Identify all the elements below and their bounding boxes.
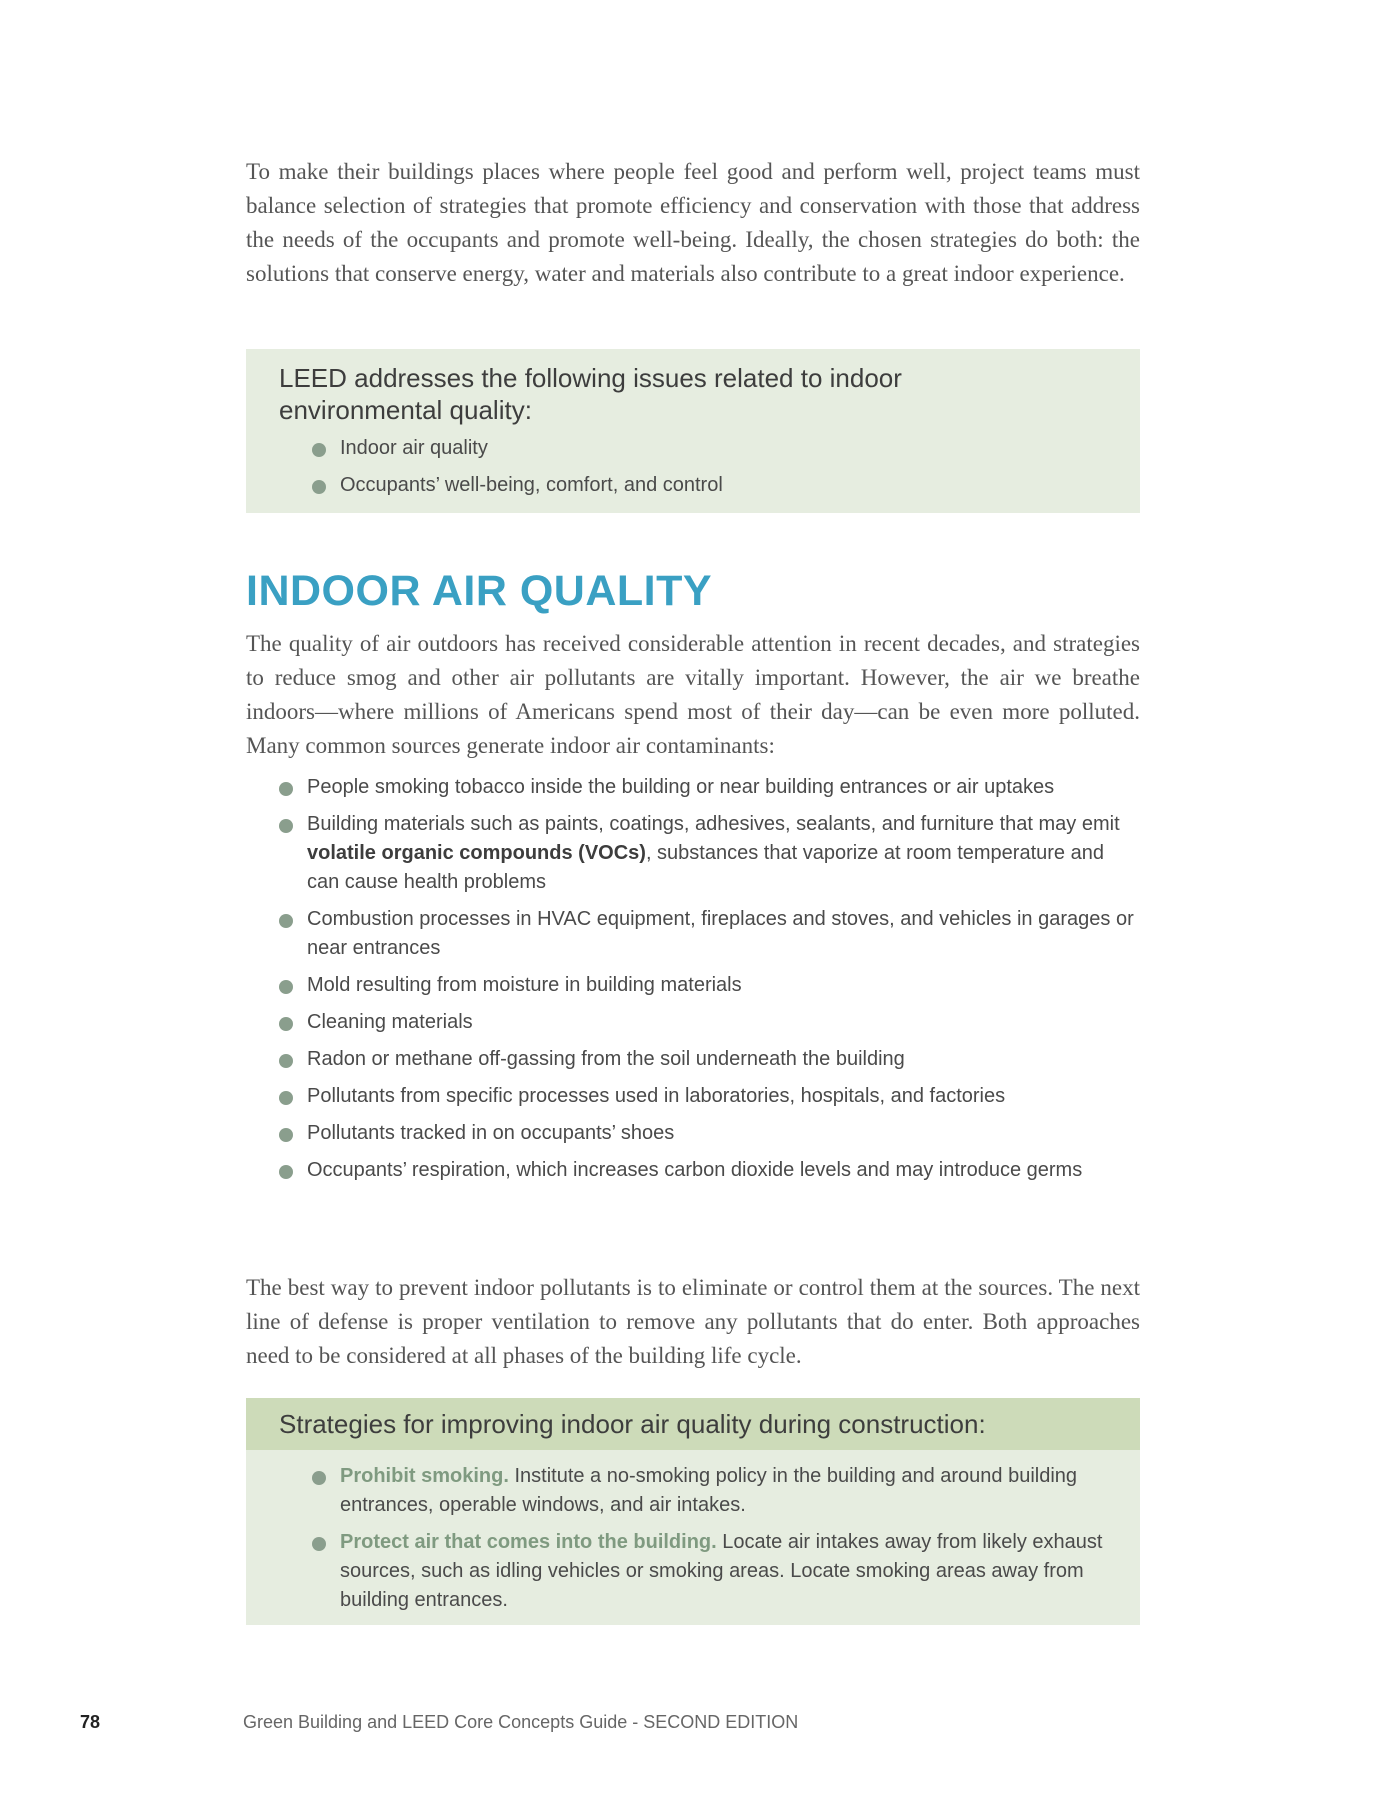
page-number: 78 — [80, 1712, 101, 1732]
intro-paragraph: To make their buildings places where people feel good and perform well, project teams must balance selection of strategies that promote efficiency and conservation with those that address the needs of the occupants and promote well-being. Ideally, the chosen strategies do both: the solutions that conserve energy, water and materials also contribute to a great indoor experience. — [246, 159, 1140, 286]
list-item: Radon or methane off-gassing from the soil underneath the building — [279, 1045, 1140, 1074]
issues-heading: LEED addresses the following issues related to indoor environmental quality: — [279, 363, 902, 425]
issues-callout-box — [246, 349, 1140, 513]
issues-list — [312, 434, 1072, 508]
list-item: Indoor air quality — [312, 434, 1072, 463]
bullet-icon — [279, 1017, 293, 1031]
closing-paragraph: The best way to prevent indoor pollutants is to eliminate or control them at the sources. The next line of defense is proper ventilation to remove any pollutants that do enter. Both approaches need to be considered at all phases of the building life cycle. — [246, 1275, 1140, 1368]
list-item: Pollutants tracked in on occupants’ shoes — [279, 1119, 1140, 1148]
bullet-icon — [312, 443, 326, 457]
bullet-icon — [279, 1054, 293, 1068]
bullet-icon — [279, 1128, 293, 1142]
bullet-icon — [312, 1537, 326, 1551]
bullet-icon — [279, 914, 293, 928]
bullet-icon — [279, 1091, 293, 1105]
list-item: Cleaning materials — [279, 1008, 1140, 1037]
bullet-icon — [279, 980, 293, 994]
list-item: Combustion processes in HVAC equipment, fireplaces and stoves, and vehicles in garages or near entrances — [279, 905, 1140, 963]
strategy-lead: Prohibit smoking. — [340, 1465, 509, 1487]
list-item: Protect air that comes into the building. Locate air intakes away from likely exhaust sources, such as idling vehicles or smoking areas. Locate smoking areas away from building entrances. — [312, 1528, 1112, 1615]
bullet-icon — [279, 819, 293, 833]
list-item: Building materials such as paints, coatings, adhesives, sealants, and furniture that may emit volatile organic compounds (VOCs), substances that vaporize at room temperature and can cause health problems — [279, 810, 1140, 897]
section-paragraph: The quality of air outdoors has received considerable attention in recent decades, and strategies to reduce smog and other air pollutants are vitally important. However, the air we breathe indoors—where millions of Americans spend most of their day—can be even more polluted. Many common sources generate indoor air contaminants: — [246, 631, 1140, 758]
list-item: Pollutants from specific processes used in laboratories, hospitals, and factories — [279, 1082, 1140, 1111]
footer-title: Green Building and LEED Core Concepts Guide - SECOND EDITION — [243, 1712, 799, 1732]
list-item: People smoking tobacco inside the building or near building entrances or air uptakes — [279, 773, 1140, 802]
strategies-heading: Strategies for improving indoor air quality during construction: — [279, 1409, 986, 1439]
strategies-callout-box — [246, 1398, 1140, 1625]
list-item: Prohibit smoking. Institute a no-smoking policy in the building and around building entrances, operable windows, and air intakes. — [312, 1462, 1112, 1520]
list-item: Occupants’ well-being, comfort, and control — [312, 471, 1072, 500]
list-item: Occupants’ respiration, which increases carbon dioxide levels and may introduce germs — [279, 1156, 1140, 1185]
strategy-lead: Protect air that comes into the building. — [340, 1531, 717, 1553]
strategies-header — [246, 1398, 1140, 1450]
strategies-list — [312, 1462, 1112, 1623]
bullet-icon — [279, 1165, 293, 1179]
contaminant-sources-list — [279, 773, 1140, 1193]
voc-term: volatile organic compounds (VOCs) — [307, 842, 646, 864]
bullet-icon — [312, 1471, 326, 1485]
bullet-icon — [279, 782, 293, 796]
bullet-icon — [312, 480, 326, 494]
list-item: Mold resulting from moisture in building materials — [279, 971, 1140, 1000]
section-title: INDOOR AIR QUALITY — [246, 567, 713, 615]
